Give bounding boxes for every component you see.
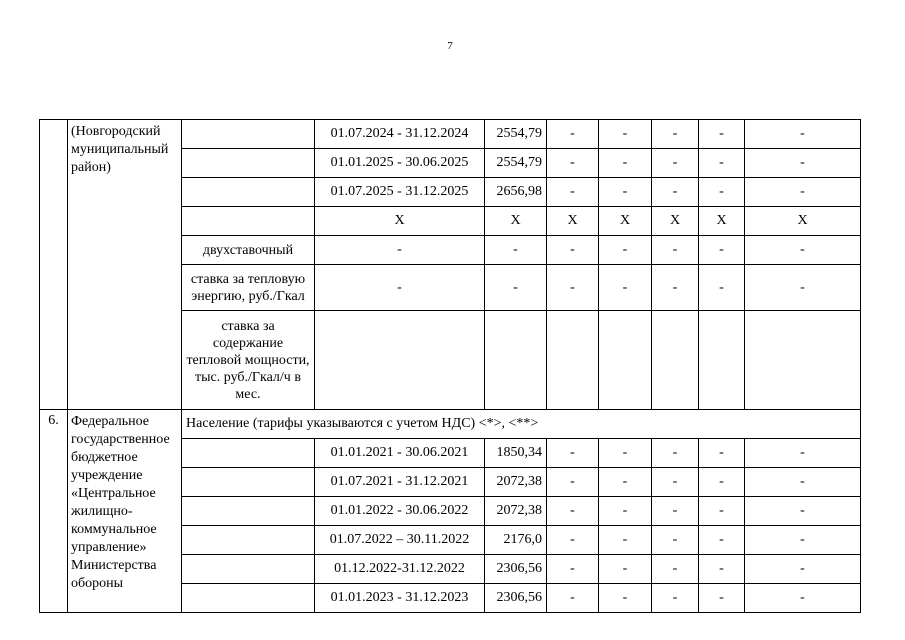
period-cell: 01.07.2021 - 31.12.2021 xyxy=(315,468,485,497)
period-cell: 01.07.2025 - 31.12.2025 xyxy=(315,178,485,207)
dash-cell: - xyxy=(652,149,699,178)
dash-cell: - xyxy=(599,555,652,584)
empty-cell xyxy=(599,311,652,410)
period-cell: 01.07.2022 – 30.11.2022 xyxy=(315,526,485,555)
page-number: 7 xyxy=(447,40,453,52)
row-label xyxy=(182,439,315,468)
dash-cell: - xyxy=(699,120,745,149)
row-label: ставка за содержание тепловой мощности, тыс. руб./Гкал/ч в мес. xyxy=(182,311,315,410)
row-label: ставка за тепловую энергию, руб./Гкал xyxy=(182,265,315,311)
empty-cell xyxy=(699,311,745,410)
empty-cell xyxy=(485,311,547,410)
dash-cell: - xyxy=(652,555,699,584)
dash-cell: - xyxy=(652,265,699,311)
x-cell: Х xyxy=(699,207,745,236)
dash-cell: - xyxy=(485,236,547,265)
dash-cell: - xyxy=(485,265,547,311)
row-label xyxy=(182,207,315,236)
row-label xyxy=(182,497,315,526)
dash-cell: - xyxy=(699,526,745,555)
dash-cell: - xyxy=(547,178,599,207)
dash-cell: - xyxy=(599,236,652,265)
dash-cell: - xyxy=(745,584,861,613)
period-cell: 01.01.2022 - 30.06.2022 xyxy=(315,497,485,526)
dash-cell: - xyxy=(599,497,652,526)
dash-cell: - xyxy=(745,468,861,497)
x-cell: Х xyxy=(315,207,485,236)
dash-cell: - xyxy=(699,265,745,311)
row-label xyxy=(182,584,315,613)
dash-cell: - xyxy=(745,526,861,555)
dash-cell: - xyxy=(652,584,699,613)
dash-cell: - xyxy=(652,120,699,149)
period-cell: 01.01.2025 - 30.06.2025 xyxy=(315,149,485,178)
dash-cell: - xyxy=(699,555,745,584)
x-cell: Х xyxy=(745,207,861,236)
x-cell: Х xyxy=(652,207,699,236)
period-cell: 01.01.2023 - 31.12.2023 xyxy=(315,584,485,613)
value-cell: 2072,38 xyxy=(485,497,547,526)
dash-cell: - xyxy=(547,236,599,265)
dash-cell: - xyxy=(745,439,861,468)
dash-cell: - xyxy=(699,178,745,207)
dash-cell: - xyxy=(547,555,599,584)
value-cell: 2176,0 xyxy=(485,526,547,555)
period-cell: 01.01.2021 - 30.06.2021 xyxy=(315,439,485,468)
dash-cell: - xyxy=(652,468,699,497)
dash-cell: - xyxy=(547,584,599,613)
empty-cell xyxy=(547,311,599,410)
dash-cell: - xyxy=(599,468,652,497)
empty-cell xyxy=(745,311,861,410)
row-number: 6. xyxy=(40,410,68,613)
dash-cell: - xyxy=(699,468,745,497)
x-cell: Х xyxy=(599,207,652,236)
empty-cell xyxy=(315,311,485,410)
dash-cell: - xyxy=(599,120,652,149)
dash-cell: - xyxy=(547,468,599,497)
dash-cell: - xyxy=(652,497,699,526)
group-header: Население (тарифы указываются с учетом НДС) <*>, <**> xyxy=(182,410,861,439)
tariff-table xyxy=(39,119,861,613)
dash-cell: - xyxy=(547,526,599,555)
dash-cell: - xyxy=(652,178,699,207)
dash-cell: - xyxy=(599,149,652,178)
value-cell: 2072,38 xyxy=(485,468,547,497)
row-label xyxy=(182,555,315,584)
organization-name: Федеральное государственное бюджетное учреждение «Центральное жилищно-коммунальное управление» Министерства обороны xyxy=(68,410,182,613)
row-label xyxy=(182,149,315,178)
value-cell: 2554,79 xyxy=(485,149,547,178)
dash-cell: - xyxy=(547,120,599,149)
organization-name: (Новгородский муниципальный район) xyxy=(68,120,182,410)
row-label xyxy=(182,526,315,555)
dash-cell: - xyxy=(745,178,861,207)
dash-cell: - xyxy=(547,497,599,526)
dash-cell: - xyxy=(699,497,745,526)
dash-cell: - xyxy=(699,149,745,178)
row-label xyxy=(182,178,315,207)
period-cell: 01.07.2024 - 31.12.2024 xyxy=(315,120,485,149)
dash-cell: - xyxy=(599,584,652,613)
dash-cell: - xyxy=(745,149,861,178)
dash-cell: - xyxy=(652,236,699,265)
dash-cell: - xyxy=(652,439,699,468)
dash-cell: - xyxy=(599,439,652,468)
dash-cell: - xyxy=(699,439,745,468)
dash-cell: - xyxy=(745,236,861,265)
row-label xyxy=(182,120,315,149)
dash-cell: - xyxy=(745,555,861,584)
dash-cell: - xyxy=(315,236,485,265)
row-number xyxy=(40,120,68,410)
x-cell: Х xyxy=(547,207,599,236)
value-cell: 2554,79 xyxy=(485,120,547,149)
value-cell: 1850,34 xyxy=(485,439,547,468)
dash-cell: - xyxy=(745,120,861,149)
dash-cell: - xyxy=(599,265,652,311)
dash-cell: - xyxy=(699,236,745,265)
period-cell: 01.12.2022-31.12.2022 xyxy=(315,555,485,584)
x-cell: Х xyxy=(485,207,547,236)
dash-cell: - xyxy=(699,584,745,613)
dash-cell: - xyxy=(315,265,485,311)
table-row xyxy=(40,410,861,439)
dash-cell: - xyxy=(547,149,599,178)
table-row xyxy=(40,120,861,149)
value-cell: 2306,56 xyxy=(485,584,547,613)
row-label xyxy=(182,468,315,497)
dash-cell: - xyxy=(547,439,599,468)
dash-cell: - xyxy=(547,265,599,311)
dash-cell: - xyxy=(745,497,861,526)
dash-cell: - xyxy=(652,526,699,555)
dash-cell: - xyxy=(599,178,652,207)
row-label: двухставочный xyxy=(182,236,315,265)
value-cell: 2306,56 xyxy=(485,555,547,584)
value-cell: 2656,98 xyxy=(485,178,547,207)
dash-cell: - xyxy=(745,265,861,311)
empty-cell xyxy=(652,311,699,410)
dash-cell: - xyxy=(599,526,652,555)
